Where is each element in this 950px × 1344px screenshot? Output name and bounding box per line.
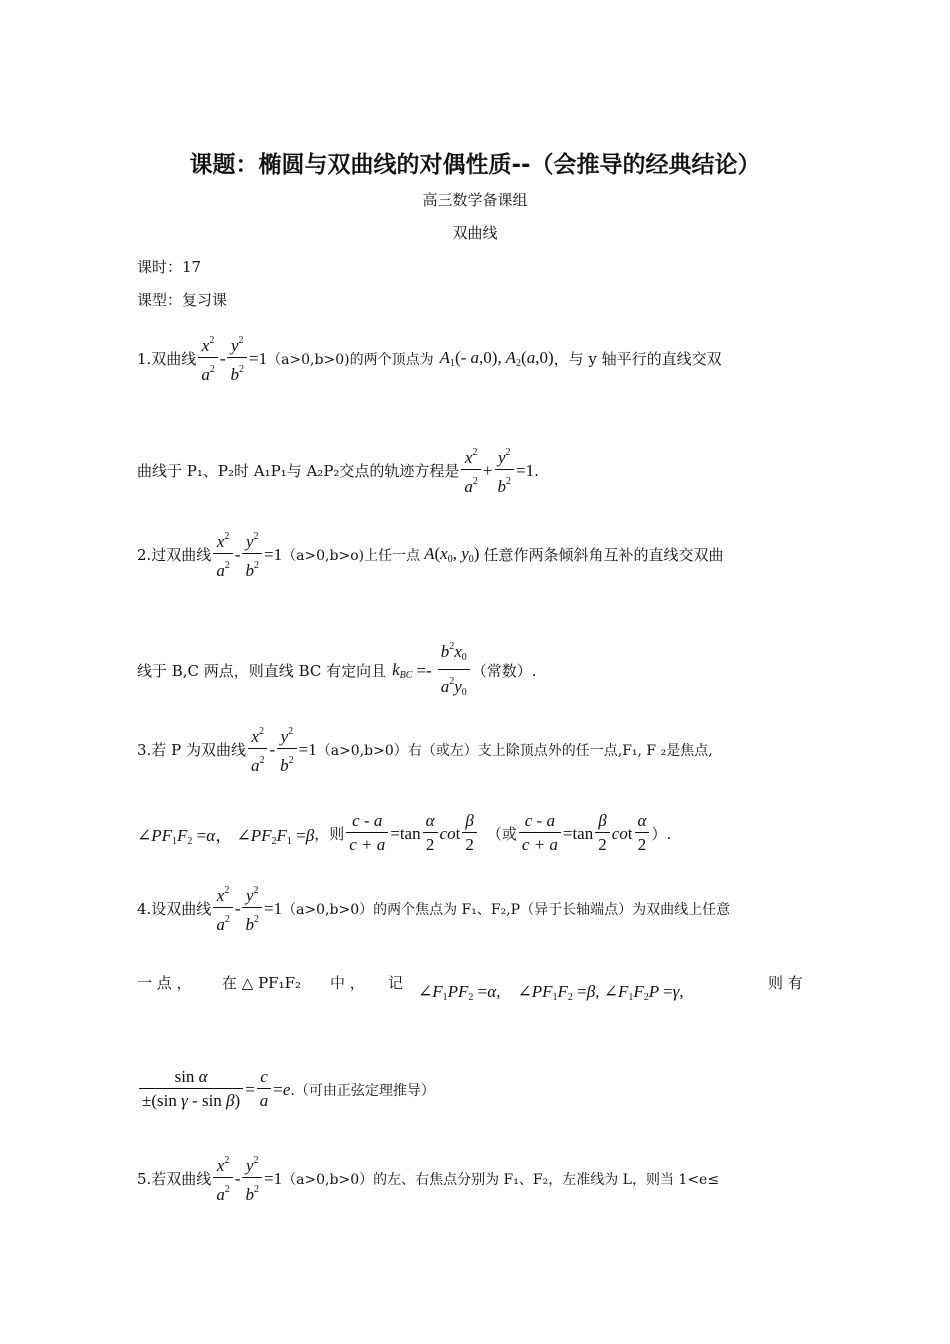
page-title: 课题：椭圆与双曲线的对偶性质--（会推导的经典结论） — [189, 152, 761, 178]
item-4-l2a: 一 点 ， — [137, 974, 192, 992]
item-4-l2b: 在 △ PF₁F₂ — [222, 974, 302, 992]
item-4-lead: 4.设双曲线 — [137, 900, 212, 918]
item-2-line-2: 线于 B,C 两点，则直线 BC 有定向且 $k_{BC}$ =- $\frac{b^2x_0}{a^2y_0}$ （常数）. — [137, 636, 537, 705]
item-2-line2: 线于 B,C 两点，则直线 BC 有定向且 — [137, 662, 387, 680]
item-3-cond: （a>0,b>0）右（或左）支上除顶点外的任一点,F₁, F ₂是焦点, — [316, 742, 713, 759]
item-5-cond: （a>0,b>0）的左、右焦点分别为 F₁、F₂，左准线为 L，则当 1<e≤ — [282, 1171, 720, 1188]
item-4-l2e: 则 有 — [768, 974, 803, 992]
class-hours: 课时：17 — [137, 258, 202, 276]
item-4-l2c: 中 ， — [330, 974, 365, 992]
formula-angles-3: $\angle PF_1F_2 =\alpha$， $\angle PF_2F_1 =\beta$ — [137, 825, 315, 847]
item-4-end: .（可由正弦定理推导） — [290, 1082, 435, 1099]
section-title: 双曲线 — [452, 224, 498, 242]
item-4-line-3: $\frac{\text{sin α}}{\text{±(sin γ - sin β)}}$ = $\frac{c}{a}$ = e .（可由正弦定理推导） — [137, 1066, 435, 1113]
item-3-end: ）. — [651, 825, 672, 843]
item-2-end: （常数）. — [471, 662, 537, 680]
item-1-line2: 曲线于 P₁、P₂时 A₁P₁与 A₂P₂交点的轨迹方程是 — [137, 462, 460, 480]
formula-y2-b2: $\frac{y^2}{b^2}$ — [227, 330, 247, 387]
formula-k-bc: $k_{BC}$ — [392, 660, 413, 681]
item-1-cond: （a>0,b>0)的两个顶点为 — [267, 351, 434, 368]
item-4-l2d: 记 — [388, 974, 404, 992]
item-3-line-1: 3.若 P 为双曲线 $\frac{x^2}{a^2}$ - $\frac{y^2}{b^2}$ =1 （a>0,b>0）右（或左）支上除顶点外的任一点,F₁, F ₂是焦点, — [137, 721, 713, 778]
formula-slope: $\frac{b^2x_0}{a^2y_0}$ — [438, 636, 470, 705]
item-3-lead: 3.若 P 为双曲线 — [137, 741, 246, 759]
item-2-after: 任意作两条倾斜角互补的直线交双曲 — [483, 546, 724, 564]
class-type: 课型：复习课 — [137, 291, 228, 309]
item-5-lead: 5.若双曲线 — [137, 1170, 212, 1188]
item-2-lead: 2.过双曲线 — [137, 546, 212, 564]
item-1-end: . — [534, 461, 539, 480]
item-1-after: ，与 y 轴平行的直线交双 — [553, 350, 722, 368]
item-5-line-1: 5.若双曲线 $\frac{x^2}{a^2}$ - $\frac{y^2}{b^2}$ =1 （a>0,b>0）的左、右焦点分别为 F₁、F₂，左准线为 L，则当 1<e≤ — [137, 1150, 719, 1207]
author-line: 高三数学备课组 — [422, 191, 528, 209]
item-3-or: （或 — [486, 825, 517, 843]
formula-angles-4: $\angle F_1PF_2 =\alpha$, $\angle PF_1F_2 =\beta$, $\angle F_1F_2P =\gamma$, — [418, 982, 684, 1003]
formula-sine-ratio: $\frac{\text{sin α}}{\text{±(sin γ - sin β)}}$ — [139, 1066, 243, 1113]
item-1-line-2: 曲线于 P₁、P₂时 A₁P₁与 A₂P₂交点的轨迹方程是 $\frac{x^2}{a^2}$ + $\frac{y^2}{b^2}$ =1 . — [137, 442, 539, 499]
item-1-lead: 1.双曲线 — [137, 350, 197, 368]
formula-point-a: $A(x_0$, $y_0$) — [424, 544, 480, 565]
item-4-cond: （a>0,b>0）的两个焦点为 F₁、F₂,P（异于长轴端点）为双曲线上任意 — [282, 901, 731, 918]
item-2-cond: （a>0,b>o)上任一点 — [282, 547, 421, 564]
item-4-line-1: 4.设双曲线 $\frac{x^2}{a^2}$ - $\frac{y^2}{b^2}$ =1 （a>0,b>0）的两个焦点为 F₁、F₂,P（异于长轴端点）为双曲线上任意 — [137, 880, 730, 937]
item-2-line-1: 2.过双曲线 $\frac{x^2}{a^2}$ - $\frac{y^2}{b^2}$ =1 （a>0,b>o)上任一点 $A(x_0$, $y_0$) 任意作两条倾斜角互补的直线交双曲 — [137, 526, 723, 583]
formula-vertices: $A_1(-$ a,0), $A_2(a,0)$ — [439, 348, 554, 369]
item-1-line-1: 1.双曲线 $\frac{x^2}{a^2}$ - $\frac{y^2}{b^2}$ =1 （a>0,b>0)的两个顶点为 $A_1(-$ a,0), $A_2(a,0)$ ，与 y 轴平行的直线交双 — [137, 330, 722, 387]
formula-x2-a2: $\frac{x^2}{a^2}$ — [198, 330, 218, 387]
item-3-then: ，则 — [314, 825, 345, 843]
item-3-line-2: $\angle PF_1F_2 =\alpha$， $\angle PF_2F_1 =\beta$ ，则 $\frac{c - a}{c + a}$ =tan $\frac{\alpha}{2}$ co t $\frac{\beta}{2}$ （或 $\frac{c - a}{c + a}$ =tan $\frac{\beta}{2}$ co t $\frac{\alpha}{2}$ ）. — [137, 810, 671, 857]
